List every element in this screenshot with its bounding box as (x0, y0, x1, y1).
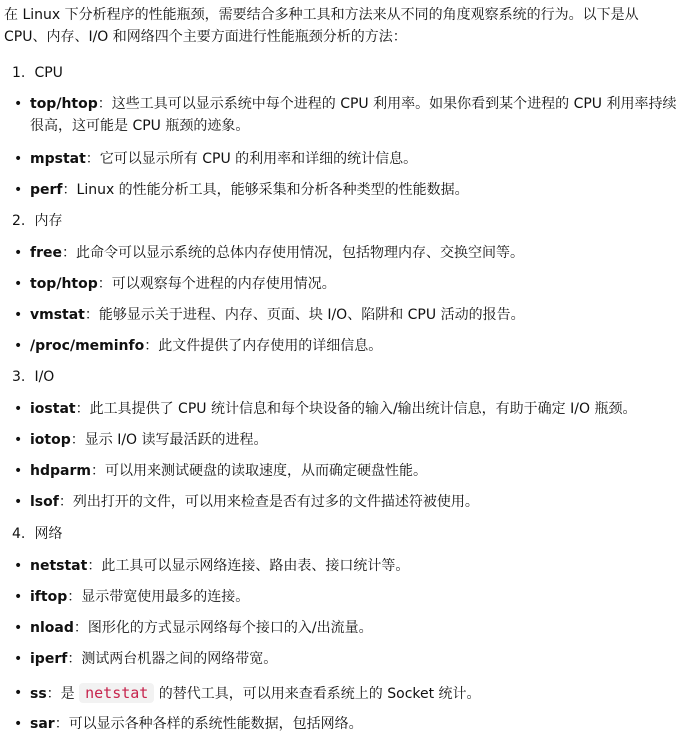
item-description: 可以观察每个进程的内存使用情况。 (111, 276, 336, 292)
bullet-icon: • (14, 589, 23, 605)
bullet-icon: • (14, 432, 23, 448)
section-title: CPU (34, 65, 63, 81)
list-item-netstat: • netstat：此工具可以显示网络连接、路由表、接口统计等。 (14, 555, 686, 577)
list-item-iostat: • iostat：此工具提供了 CPU 统计信息和每个块设备的输入/输出统计信息，有助于确定 I/O 瓶颈。 (14, 398, 686, 420)
list-item-top-htop-cpu: • top/htop：这些工具可以显示系统中每个进程的 CPU 利用率。如果你看到某个进程的 CPU 利用率持续很高，这可能是 CPU 瓶颈的迹象。 (14, 93, 686, 137)
item-description: 可以用来测试硬盘的读取速度，从而确定硬盘性能。 (104, 463, 427, 479)
list-item-perf: • perf：Linux 的性能分析工具，能够采集和分析各种类型的性能数据。 (14, 179, 686, 201)
item-term: iftop (30, 589, 68, 605)
item-description: 它可以显示所有 CPU 的利用率和详细的统计信息。 (99, 151, 418, 167)
item-term: sar (30, 716, 55, 732)
bullet-icon: • (14, 494, 23, 510)
item-description: 的替代工具，可以用来查看系统上的 Socket 统计。 (158, 686, 481, 702)
bullet-icon: • (14, 558, 23, 574)
item-description: 此命令可以显示系统的总体内存使用情况，包括物理内存、交换空间等。 (76, 245, 524, 261)
list-item-top-htop-memory: • top/htop：可以观察每个进程的内存使用情况。 (14, 273, 686, 295)
section-number: 3. (12, 369, 26, 385)
intro-paragraph: 在 Linux 下分析程序的性能瓶颈，需要结合多种工具和方法来从不同的角度观察系统的行为。以下是从 CPU、内存、I/O 和网络四个主要方面进行性能瓶颈分析的方法： (4, 7, 639, 45)
bullet-icon: • (14, 307, 23, 323)
bullet-icon: • (14, 401, 23, 417)
inline-code-netstat: netstat (79, 683, 154, 703)
bullet-icon: • (14, 620, 23, 636)
list-item-vmstat: • vmstat：能够显示关于进程、内存、页面、块 I/O、陷阱和 CPU 活动的报告。 (14, 304, 686, 326)
item-description: Linux 的性能分析工具，能够采集和分析各种类型的性能数据。 (76, 182, 469, 198)
section-heading-memory (12, 210, 62, 232)
item-term: top/htop (30, 96, 98, 112)
item-term: /proc/meminfo (30, 338, 145, 354)
section-heading-cpu (12, 62, 63, 84)
list-item-ss: • ss：是 netstat 的替代工具，可以用来查看系统上的 Socket 统计。 (14, 684, 481, 702)
bullet-icon: • (14, 151, 23, 167)
bullet-icon: • (14, 651, 23, 667)
item-description: 列出打开的文件，可以用来检查是否有过多的文件描述符被使用。 (72, 494, 479, 510)
item-description: 能够显示关于进程、内存、页面、块 I/O、陷阱和 CPU 活动的报告。 (98, 307, 525, 323)
bullet-icon: • (14, 685, 23, 701)
bullet-icon: • (14, 245, 23, 261)
item-description: 显示 I/O 读写最活跃的进程。 (84, 432, 268, 448)
section-number: 1. (12, 65, 26, 81)
item-term: top/htop (30, 276, 98, 292)
item-description: 此文件提供了内存使用的详细信息。 (158, 338, 383, 354)
item-term: iperf (30, 651, 68, 667)
item-description: 此工具提供了 CPU 统计信息和每个块设备的输入/输出统计信息，有助于确定 I/O 瓶颈。 (89, 401, 637, 417)
section-title: 网络 (34, 526, 63, 542)
list-item-free: • free：此命令可以显示系统的总体内存使用情况，包括物理内存、交换空间等。 (14, 242, 686, 264)
item-description: 测试两台机器之间的网络带宽。 (81, 651, 278, 667)
list-item-sar: • sar：可以显示各种各样的系统性能数据，包括网络。 (14, 713, 686, 735)
item-description-prefix: 是 (60, 686, 75, 702)
item-term: lsof (30, 494, 59, 510)
bullet-icon: • (14, 276, 23, 292)
item-term: hdparm (30, 463, 91, 479)
bullet-icon: • (14, 96, 23, 112)
list-item-nload: • nload：图形化的方式显示网络每个接口的入/出流量。 (14, 617, 686, 639)
list-item-iperf: • iperf：测试两台机器之间的网络带宽。 (14, 648, 686, 670)
section-title: 内存 (34, 213, 63, 229)
item-description: 这些工具可以显示系统中每个进程的 CPU 利用率。如果你看到某个进程的 CPU 利用率持续很高，这可能是 CPU 瓶颈的迹象。 (30, 96, 677, 134)
list-item-proc-meminfo: • /proc/meminfo：此文件提供了内存使用的详细信息。 (14, 335, 686, 357)
list-item-lsof: • lsof：列出打开的文件，可以用来检查是否有过多的文件描述符被使用。 (14, 491, 686, 513)
item-term: free (30, 245, 62, 261)
item-term: nload (30, 620, 74, 636)
item-term: mpstat (30, 151, 86, 167)
bullet-icon: • (14, 182, 23, 198)
bullet-icon: • (14, 338, 23, 354)
section-number: 2. (12, 213, 26, 229)
item-description: 图形化的方式显示网络每个接口的入/出流量。 (87, 620, 373, 636)
section-heading-io (12, 366, 54, 388)
item-description: 此工具可以显示网络连接、路由表、接口统计等。 (101, 558, 410, 574)
item-term: perf (30, 182, 63, 198)
list-item-iotop: • iotop：显示 I/O 读写最活跃的进程。 (14, 429, 686, 451)
section-title: I/O (34, 369, 55, 385)
item-term: vmstat (30, 307, 85, 323)
item-term: iotop (30, 432, 71, 448)
list-item-mpstat: • mpstat：它可以显示所有 CPU 的利用率和详细的统计信息。 (14, 148, 686, 170)
item-term: iostat (30, 401, 76, 417)
list-item-iftop: • iftop：显示带宽使用最多的连接。 (14, 586, 686, 608)
list-item-hdparm: • hdparm：可以用来测试硬盘的读取速度，从而确定硬盘性能。 (14, 460, 686, 482)
section-number: 4. (12, 526, 26, 542)
item-term: netstat (30, 558, 88, 574)
section-heading-network (12, 523, 62, 545)
item-description: 显示带宽使用最多的连接。 (81, 589, 250, 605)
item-term: ss (30, 686, 47, 702)
item-description: 可以显示各种各样的系统性能数据，包括网络。 (68, 716, 363, 732)
bullet-icon: • (14, 463, 23, 479)
bullet-icon: • (14, 716, 23, 732)
